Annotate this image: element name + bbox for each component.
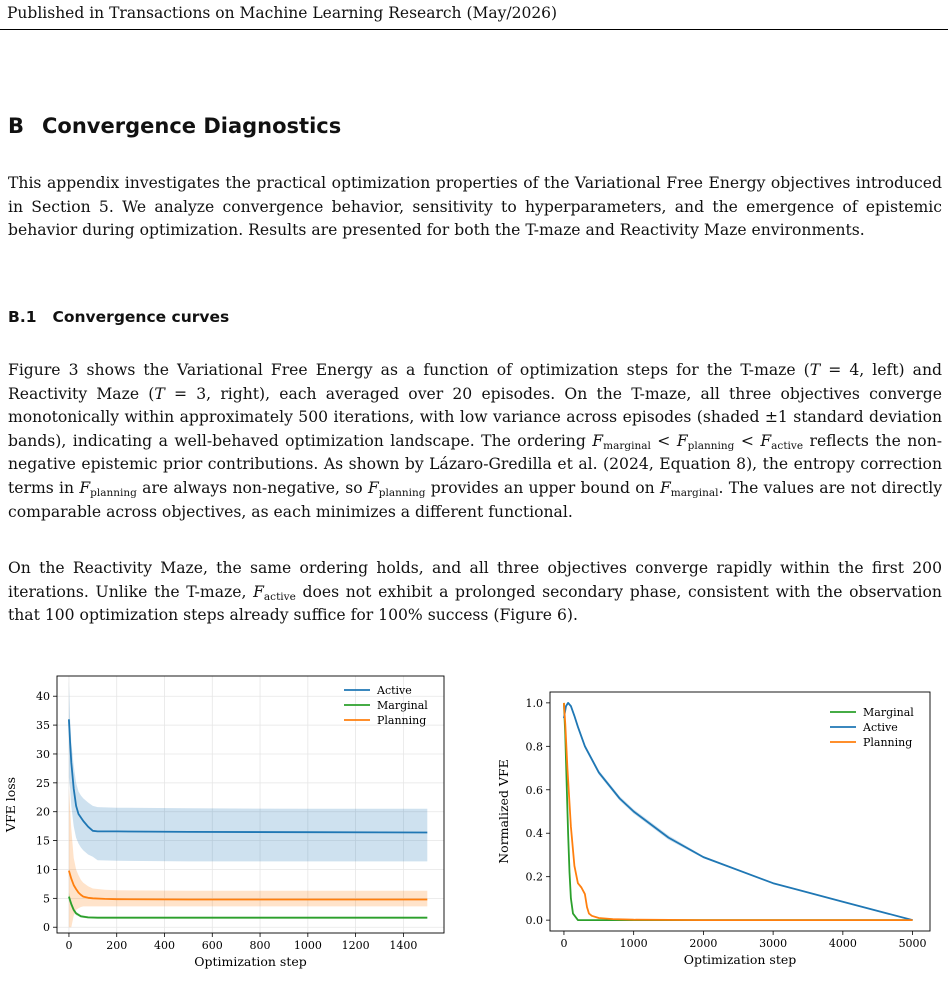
x-tick-label: 400 [154, 939, 175, 952]
subsection-heading [8, 308, 229, 326]
reactivity-maze-normalized-vfe-chart [490, 668, 948, 981]
y-tick-label: 0.8 [525, 740, 543, 754]
x-tick-label: 2000 [689, 937, 718, 950]
running-head: Published in Transactions on Machine Learning Research (May/2026) [7, 4, 558, 22]
y-tick-label: 25 [36, 776, 50, 790]
y-axis-label: VFE loss [3, 776, 18, 833]
x-tick-label: 3000 [759, 937, 788, 950]
x-axis-label: Optimization step [194, 954, 307, 969]
legend [830, 706, 914, 749]
x-tick-label: 5000 [898, 937, 927, 950]
section-title: Convergence Diagnostics [42, 114, 342, 138]
band-active [564, 703, 913, 920]
section-number: B [8, 114, 25, 138]
legend-label-active: Active [377, 684, 412, 697]
x-tick-label: 0 [560, 937, 568, 950]
band-active [69, 682, 427, 862]
x-tick-label: 4000 [828, 937, 857, 950]
y-tick-label: 0.0 [525, 914, 543, 928]
y-tick-label: 0.2 [525, 870, 543, 884]
x-axis-label: Optimization step [683, 952, 797, 967]
convergence-paragraph-2: On the Reactivity Maze, the same ordering holds, and all three objectives converge rapidly within the first 200 iterations. Unlike the T-maze, $F_{active}$ does not exhibit a prolonged secondary phase, consistent with the observation that 100 optimization steps already suffice for 100% success (Figure 6). [8, 559, 942, 625]
x-tick-label: 200 [106, 939, 128, 952]
y-axis-label: Normalized VFE [496, 759, 511, 864]
intro-paragraph: This appendix investigates the practical optimization properties of the Variational Free Energy objectives introduced in Section 5. We analyze convergence behavior, sensitivity to hyperparameters, and the emergence of epistemic behavior during optimization. Results are presented for both the T-maze and Reactivity Maze environments. [8, 174, 942, 240]
y-tick-label: 30 [36, 747, 50, 761]
series-line-marginal [564, 703, 913, 920]
legend [344, 684, 428, 727]
x-tick-label: 1200 [341, 939, 370, 952]
legend-label-marginal: Marginal [863, 706, 914, 719]
subsection-number: B.1 [8, 308, 37, 326]
y-tick-label: 15 [36, 834, 50, 848]
legend-label-active: Active [863, 721, 898, 734]
legend-label-planning: Planning [377, 714, 427, 727]
x-tick-label: 1000 [293, 939, 322, 952]
x-tick-label: 800 [249, 939, 271, 952]
y-tick-label: 10 [36, 863, 50, 877]
x-tick-label: 0 [65, 939, 73, 952]
y-tick-label: 0 [43, 921, 50, 935]
tmaze-vfe-chart [0, 668, 470, 981]
x-tick-label: 1000 [619, 937, 648, 950]
convergence-paragraph-1: Figure 3 shows the Variational Free Energy as a function of optimization steps for the T-maze (T = 4, left) and Reactivity Maze (T = 3, right), each averaged over 20 episodes. On the T-maze, all three objectives converge monotonically within approximately 500 iterations, with low variance across episodes (shaded ±1 standard deviation bands), indicating a well-behaved optimization landscape. The ordering $F_{marginal} < F_{planning} < F_{active}$ reflects the non-negative epistemic prior contributions. As shown by Lázaro-Gredilla et al. (2024, Equation 8), the entropy correction terms in $F_{planning}$ are always non-negative, so $F_{planning}$ provides an upper bound on $F_{marginal}$. The values are not directly comparable across objectives, as each minimizes a different functional. [8, 361, 943, 521]
y-tick-label: 5 [43, 892, 50, 906]
y-tick-label: 40 [36, 690, 50, 704]
header-rule [0, 29, 948, 30]
series-line-active [564, 703, 913, 920]
y-tick-label: 0.4 [525, 827, 543, 841]
x-tick-label: 600 [201, 939, 223, 952]
y-tick-label: 1.0 [525, 696, 543, 710]
x-tick-label: 1400 [389, 939, 418, 952]
subsection-title: Convergence curves [52, 308, 230, 326]
series-line-planning [564, 703, 913, 920]
y-tick-label: 20 [36, 805, 50, 819]
section-heading [8, 114, 341, 138]
legend-label-planning: Planning [863, 736, 913, 749]
legend-label-marginal: Marginal [377, 699, 428, 712]
y-tick-label: 0.6 [525, 783, 543, 797]
y-tick-label: 35 [36, 719, 50, 733]
